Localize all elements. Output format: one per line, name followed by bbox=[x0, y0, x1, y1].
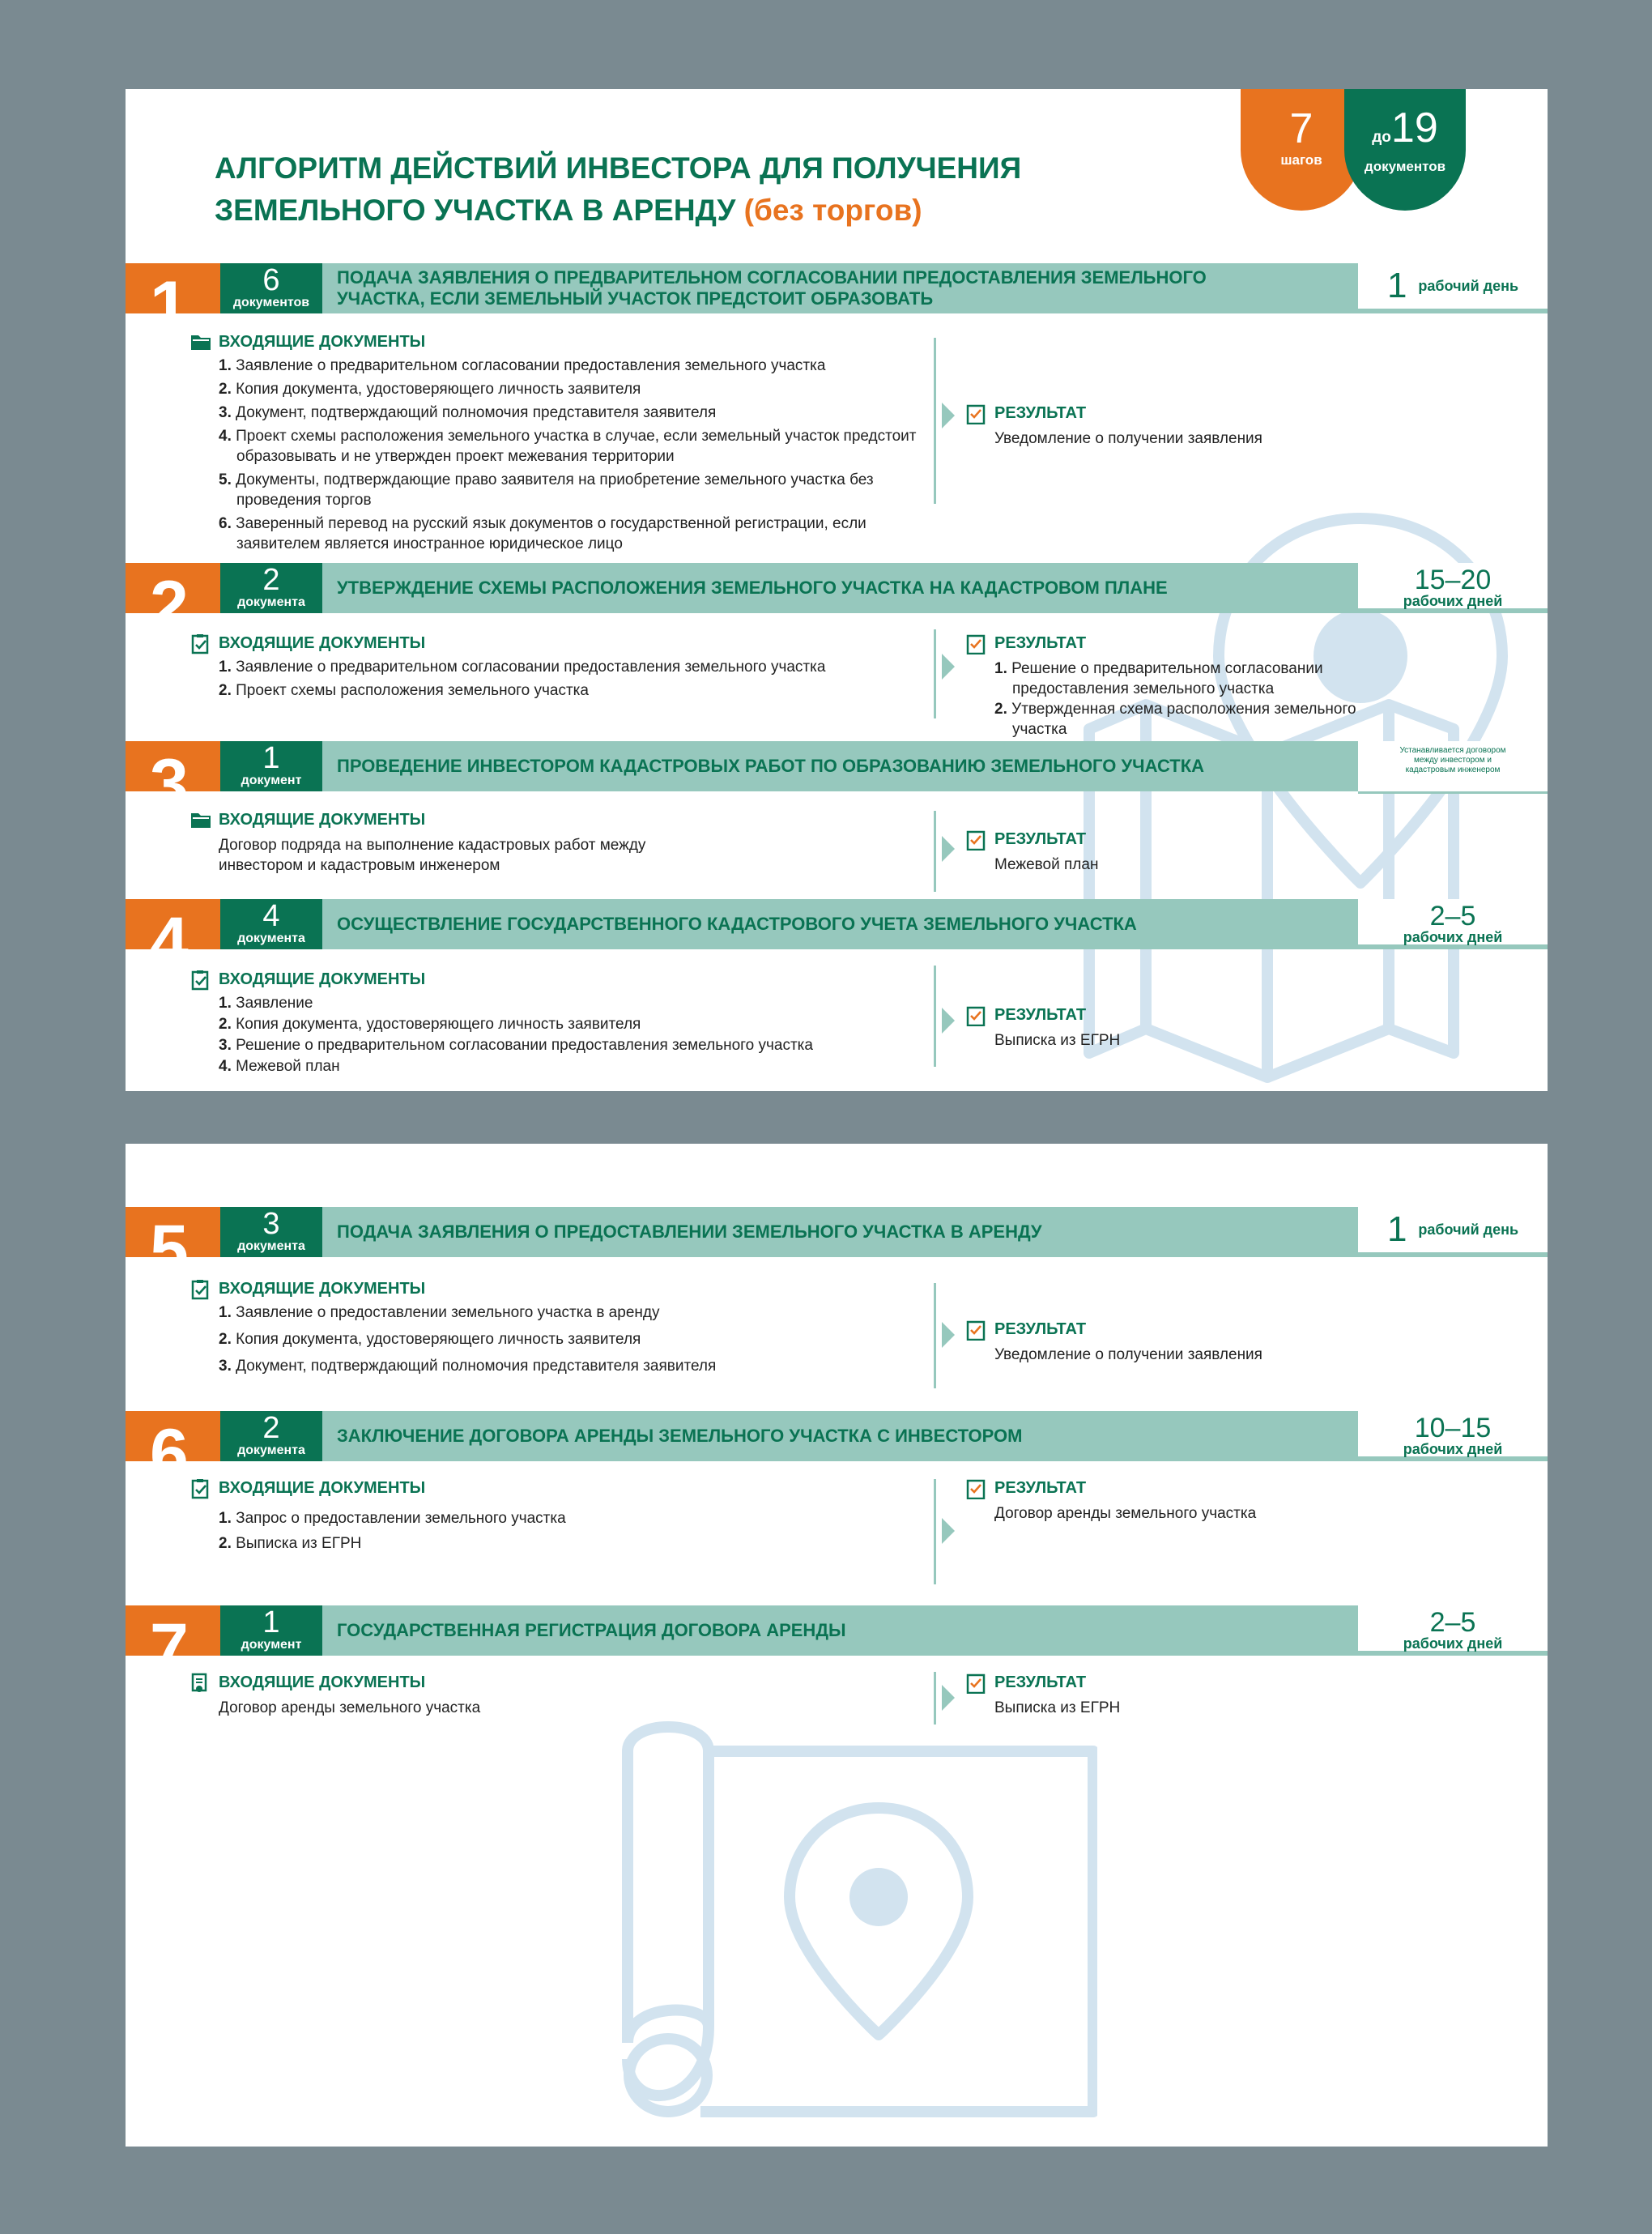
step-7 bbox=[126, 1605, 1548, 1753]
list-item: 1. Решение о предварительном согласовании предоставления земельного участка bbox=[994, 660, 1323, 697]
arrow-right-icon bbox=[942, 654, 955, 680]
folder-icon bbox=[190, 332, 211, 352]
list-item: 2. Утвержденная схема расположения земельного участка bbox=[994, 701, 1356, 738]
arrow-right-icon bbox=[942, 836, 955, 862]
certificate-icon bbox=[190, 1673, 210, 1695]
arrow-right-icon bbox=[942, 1685, 955, 1711]
docs-count: 3 документа bbox=[220, 1207, 322, 1257]
incoming-documents: ВХОДЯЩИЕ ДОКУМЕНТЫ 1. Запрос о предоставлении земельного участка 2. Выписка из ЕГРН bbox=[190, 1477, 1000, 1557]
incoming-documents: ВХОДЯЩИЕ ДОКУМЕНТЫ 1. Заявление 2. Копия документа, удостоверяющего личность заявителя 3. Решение о предварительном согласовании предоставления земельного участка 4. Межевой план bbox=[190, 969, 1000, 1077]
divider bbox=[934, 1672, 936, 1725]
list-item: 1. Заявление bbox=[219, 995, 313, 1012]
folder-icon bbox=[190, 810, 211, 829]
checklist-icon bbox=[966, 829, 986, 851]
clipboard-check-icon bbox=[190, 633, 211, 654]
step-number: 2 bbox=[126, 563, 220, 613]
checklist-icon bbox=[966, 633, 986, 654]
divider bbox=[934, 966, 936, 1067]
list-item: 1. Заявление о предоставлении земельного участка в аренду bbox=[219, 1304, 660, 1321]
step-title: ЗАКЛЮЧЕНИЕ ДОГОВОРА АРЕНДЫ ЗЕМЕЛЬНОГО УЧАСТКА С ИНВЕСТОРОМ bbox=[322, 1411, 1548, 1461]
incoming-documents: ВХОДЯЩИЕ ДОКУМЕНТЫ 1. Заявление о предварительном согласовании предоставления земельного участка 2. Копия документа, удостоверяющего личность заявителя 3. Документ, подтверждающий полномочия представителя заявителя 4. Проект схемы расположения земельного участка в случае, если земельный участок предстоит образовывать и не утвержден проект межевания территории 5. Документы, подтверждающие право заявителя на приобретение земельного участка без проведения торгов 6. Заверенный перевод на русский язык документов о государственной регистрации, если заявителем является иностранное юридическое лицо bbox=[190, 331, 1000, 557]
step-title: УТВЕРЖДЕНИЕ СХЕМЫ РАСПОЛОЖЕНИЯ ЗЕМЕЛЬНОГО УЧАСТКА НА КАДАСТРОВОМ ПЛАНЕ bbox=[322, 563, 1548, 613]
result: РЕЗУЛЬТАТ Выписка из ЕГРН bbox=[966, 1672, 1387, 1718]
step-title: ПОДАЧА ЗАЯВЛЕНИЯ О ПРЕДОСТАВЛЕНИИ ЗЕМЕЛЬНОГО УЧАСТКА В АРЕНДУ bbox=[322, 1207, 1548, 1257]
step-3 bbox=[126, 741, 1548, 897]
incoming-documents: ВХОДЯЩИЕ ДОКУМЕНТЫ 1. Заявление о предоставлении земельного участка в аренду 2. Копия документа, удостоверяющего личность заявителя 3. Документ, подтверждающий полномочия представителя заявителя bbox=[190, 1278, 1000, 1383]
docs-badge: до19 документов bbox=[1344, 89, 1466, 211]
result: РЕЗУЛЬТАТ Выписка из ЕГРН bbox=[966, 1004, 1387, 1051]
list-item: 1. Заявление о предварительном согласовании предоставления земельного участка bbox=[219, 659, 826, 676]
step-title: ПОДАЧА ЗАЯВЛЕНИЯ О ПРЕДВАРИТЕЛЬНОМ СОГЛАСОВАНИИ ПРЕДОСТАВЛЕНИЯ ЗЕМЕЛЬНОГО УЧАСТКА, ЕСЛИ ЗЕМЕЛЬНЫЙ УЧАСТОК ПРЕДСТОИТ ОБРАЗОВАТЬ bbox=[322, 263, 1548, 313]
rolled-map-decoration-icon bbox=[579, 1703, 1097, 2124]
list-item: 2. Копия документа, удостоверяющего личность заявителя bbox=[219, 381, 641, 398]
steps-badge: 7 шагов bbox=[1241, 89, 1362, 211]
checklist-icon bbox=[966, 1320, 986, 1341]
checklist-icon bbox=[966, 1673, 986, 1694]
checklist-icon bbox=[966, 1005, 986, 1026]
list-item: 4. Межевой план bbox=[219, 1058, 340, 1075]
clipboard-check-icon bbox=[190, 1279, 211, 1300]
step-duration: 2–5 рабочих дней bbox=[1358, 1605, 1548, 1653]
checklist-icon bbox=[966, 1478, 986, 1499]
result: РЕЗУЛЬТАТ Договор аренды земельного участка bbox=[966, 1477, 1387, 1524]
panel-top bbox=[126, 89, 1548, 1091]
divider bbox=[934, 629, 936, 718]
step-duration: 10–15 рабочих дней bbox=[1358, 1411, 1548, 1459]
step-number: 4 bbox=[126, 899, 220, 949]
divider bbox=[934, 1283, 936, 1388]
arrow-right-icon bbox=[942, 403, 955, 428]
arrow-right-icon bbox=[942, 1008, 955, 1034]
list-item: 1. Заявление о предварительном согласовании предоставления земельного участка bbox=[219, 357, 826, 374]
arrow-right-icon bbox=[942, 1322, 955, 1348]
list-item: 2. Проект схемы расположения земельного участка bbox=[219, 682, 589, 699]
docs-count: 1 документ bbox=[220, 741, 322, 791]
list-item: 3. Решение о предварительном согласовании предоставления земельного участка bbox=[219, 1037, 813, 1054]
step-number: 7 bbox=[126, 1605, 220, 1656]
arrow-right-icon bbox=[942, 1518, 955, 1544]
docs-count: 2 документа bbox=[220, 563, 322, 613]
result: РЕЗУЛЬТАТ Уведомление о получении заявления bbox=[966, 1319, 1387, 1365]
step-title: ОСУЩЕСТВЛЕНИЕ ГОСУДАРСТВЕННОГО КАДАСТРОВОГО УЧЕТА ЗЕМЕЛЬНОГО УЧАСТКА bbox=[322, 899, 1548, 949]
step-title: ГОСУДАРСТВЕННАЯ РЕГИСТРАЦИЯ ДОГОВОРА АРЕНДЫ bbox=[322, 1605, 1548, 1656]
incoming-documents: ВХОДЯЩИЕ ДОКУМЕНТЫ Договор аренды земельного участка bbox=[190, 1672, 1000, 1718]
docs-count: 4 документа bbox=[220, 899, 322, 949]
clipboard-check-icon bbox=[190, 1478, 211, 1499]
list-item: 2. Копия документа, удостоверяющего личность заявителя bbox=[219, 1331, 641, 1348]
step-duration: 1 рабочий день bbox=[1358, 263, 1548, 311]
docs-count: 6 документов bbox=[220, 263, 322, 313]
list-item: 2. Копия документа, удостоверяющего личность заявителя bbox=[219, 1016, 641, 1033]
list-item: 6. Заверенный перевод на русский язык документов о государственной регистрации, если заявителем является иностранное юридическое лицо bbox=[219, 515, 866, 552]
step-6 bbox=[126, 1411, 1548, 1599]
divider bbox=[934, 338, 936, 504]
step-duration: 2–5 рабочих дней bbox=[1358, 899, 1548, 947]
list-item: 2. Выписка из ЕГРН bbox=[219, 1535, 362, 1552]
incoming-documents: ВХОДЯЩИЕ ДОКУМЕНТЫ 1. Заявление о предварительном согласовании предоставления земельного участка 2. Проект схемы расположения земельного участка bbox=[190, 633, 1000, 704]
step-number: 6 bbox=[126, 1411, 220, 1461]
list-item: 5. Документы, подтверждающие право заявителя на приобретение земельного участка без проведения торгов bbox=[219, 471, 874, 509]
panel-bottom bbox=[126, 1144, 1548, 2147]
step-duration: Устанавливается договором между инвестором и кадастровым инженером bbox=[1358, 741, 1548, 794]
step-4 bbox=[126, 899, 1548, 1087]
step-5 bbox=[126, 1207, 1548, 1411]
list-item: 1. Запрос о предоставлении земельного участка bbox=[219, 1510, 566, 1527]
step-duration: 15–20 рабочих дней bbox=[1358, 563, 1548, 611]
step-title: ПРОВЕДЕНИЕ ИНВЕСТОРОМ КАДАСТРОВЫХ РАБОТ ПО ОБРАЗОВАНИЮ ЗЕМЕЛЬНОГО УЧАСТКА bbox=[322, 741, 1548, 791]
docs-count: 1 документ bbox=[220, 1605, 322, 1656]
divider bbox=[934, 811, 936, 892]
incoming-documents: ВХОДЯЩИЕ ДОКУМЕНТЫ Договор подряда на выполнение кадастровых работ между инвестором и кадастровым инженером bbox=[190, 809, 1000, 876]
clipboard-check-icon bbox=[190, 970, 211, 991]
step-1 bbox=[126, 263, 1548, 581]
divider bbox=[934, 1479, 936, 1584]
checklist-icon bbox=[966, 403, 986, 424]
list-item: 4. Проект схемы расположения земельного участка в случае, если земельный участок предстоит образовывать и не утвержден проект межевания территории bbox=[219, 428, 917, 465]
step-number: 5 bbox=[126, 1207, 220, 1257]
step-duration: 1 рабочий день bbox=[1358, 1207, 1548, 1255]
step-number: 1 bbox=[126, 263, 220, 313]
result: РЕЗУЛЬТАТ Межевой план bbox=[966, 829, 1387, 875]
list-item: 3. Документ, подтверждающий полномочия представителя заявителя bbox=[219, 404, 717, 421]
step-2 bbox=[126, 563, 1548, 738]
result: РЕЗУЛЬТАТ Уведомление о получении заявления bbox=[966, 403, 1387, 449]
docs-count: 2 документа bbox=[220, 1411, 322, 1461]
page-title: АЛГОРИТМ ДЕЙСТВИЙ ИНВЕСТОРА ДЛЯ ПОЛУЧЕНИЯ ЗЕМЕЛЬНОГО УЧАСТКА В АРЕНДУ (без торгов) bbox=[215, 151, 1022, 227]
step-number: 3 bbox=[126, 741, 220, 791]
result: РЕЗУЛЬТАТ 1. Решение о предварительном согласовании предоставления земельного участка 2. Утвержденная схема расположения земельного участка bbox=[966, 633, 1387, 740]
list-item: 3. Документ, подтверждающий полномочия представителя заявителя bbox=[219, 1358, 717, 1375]
